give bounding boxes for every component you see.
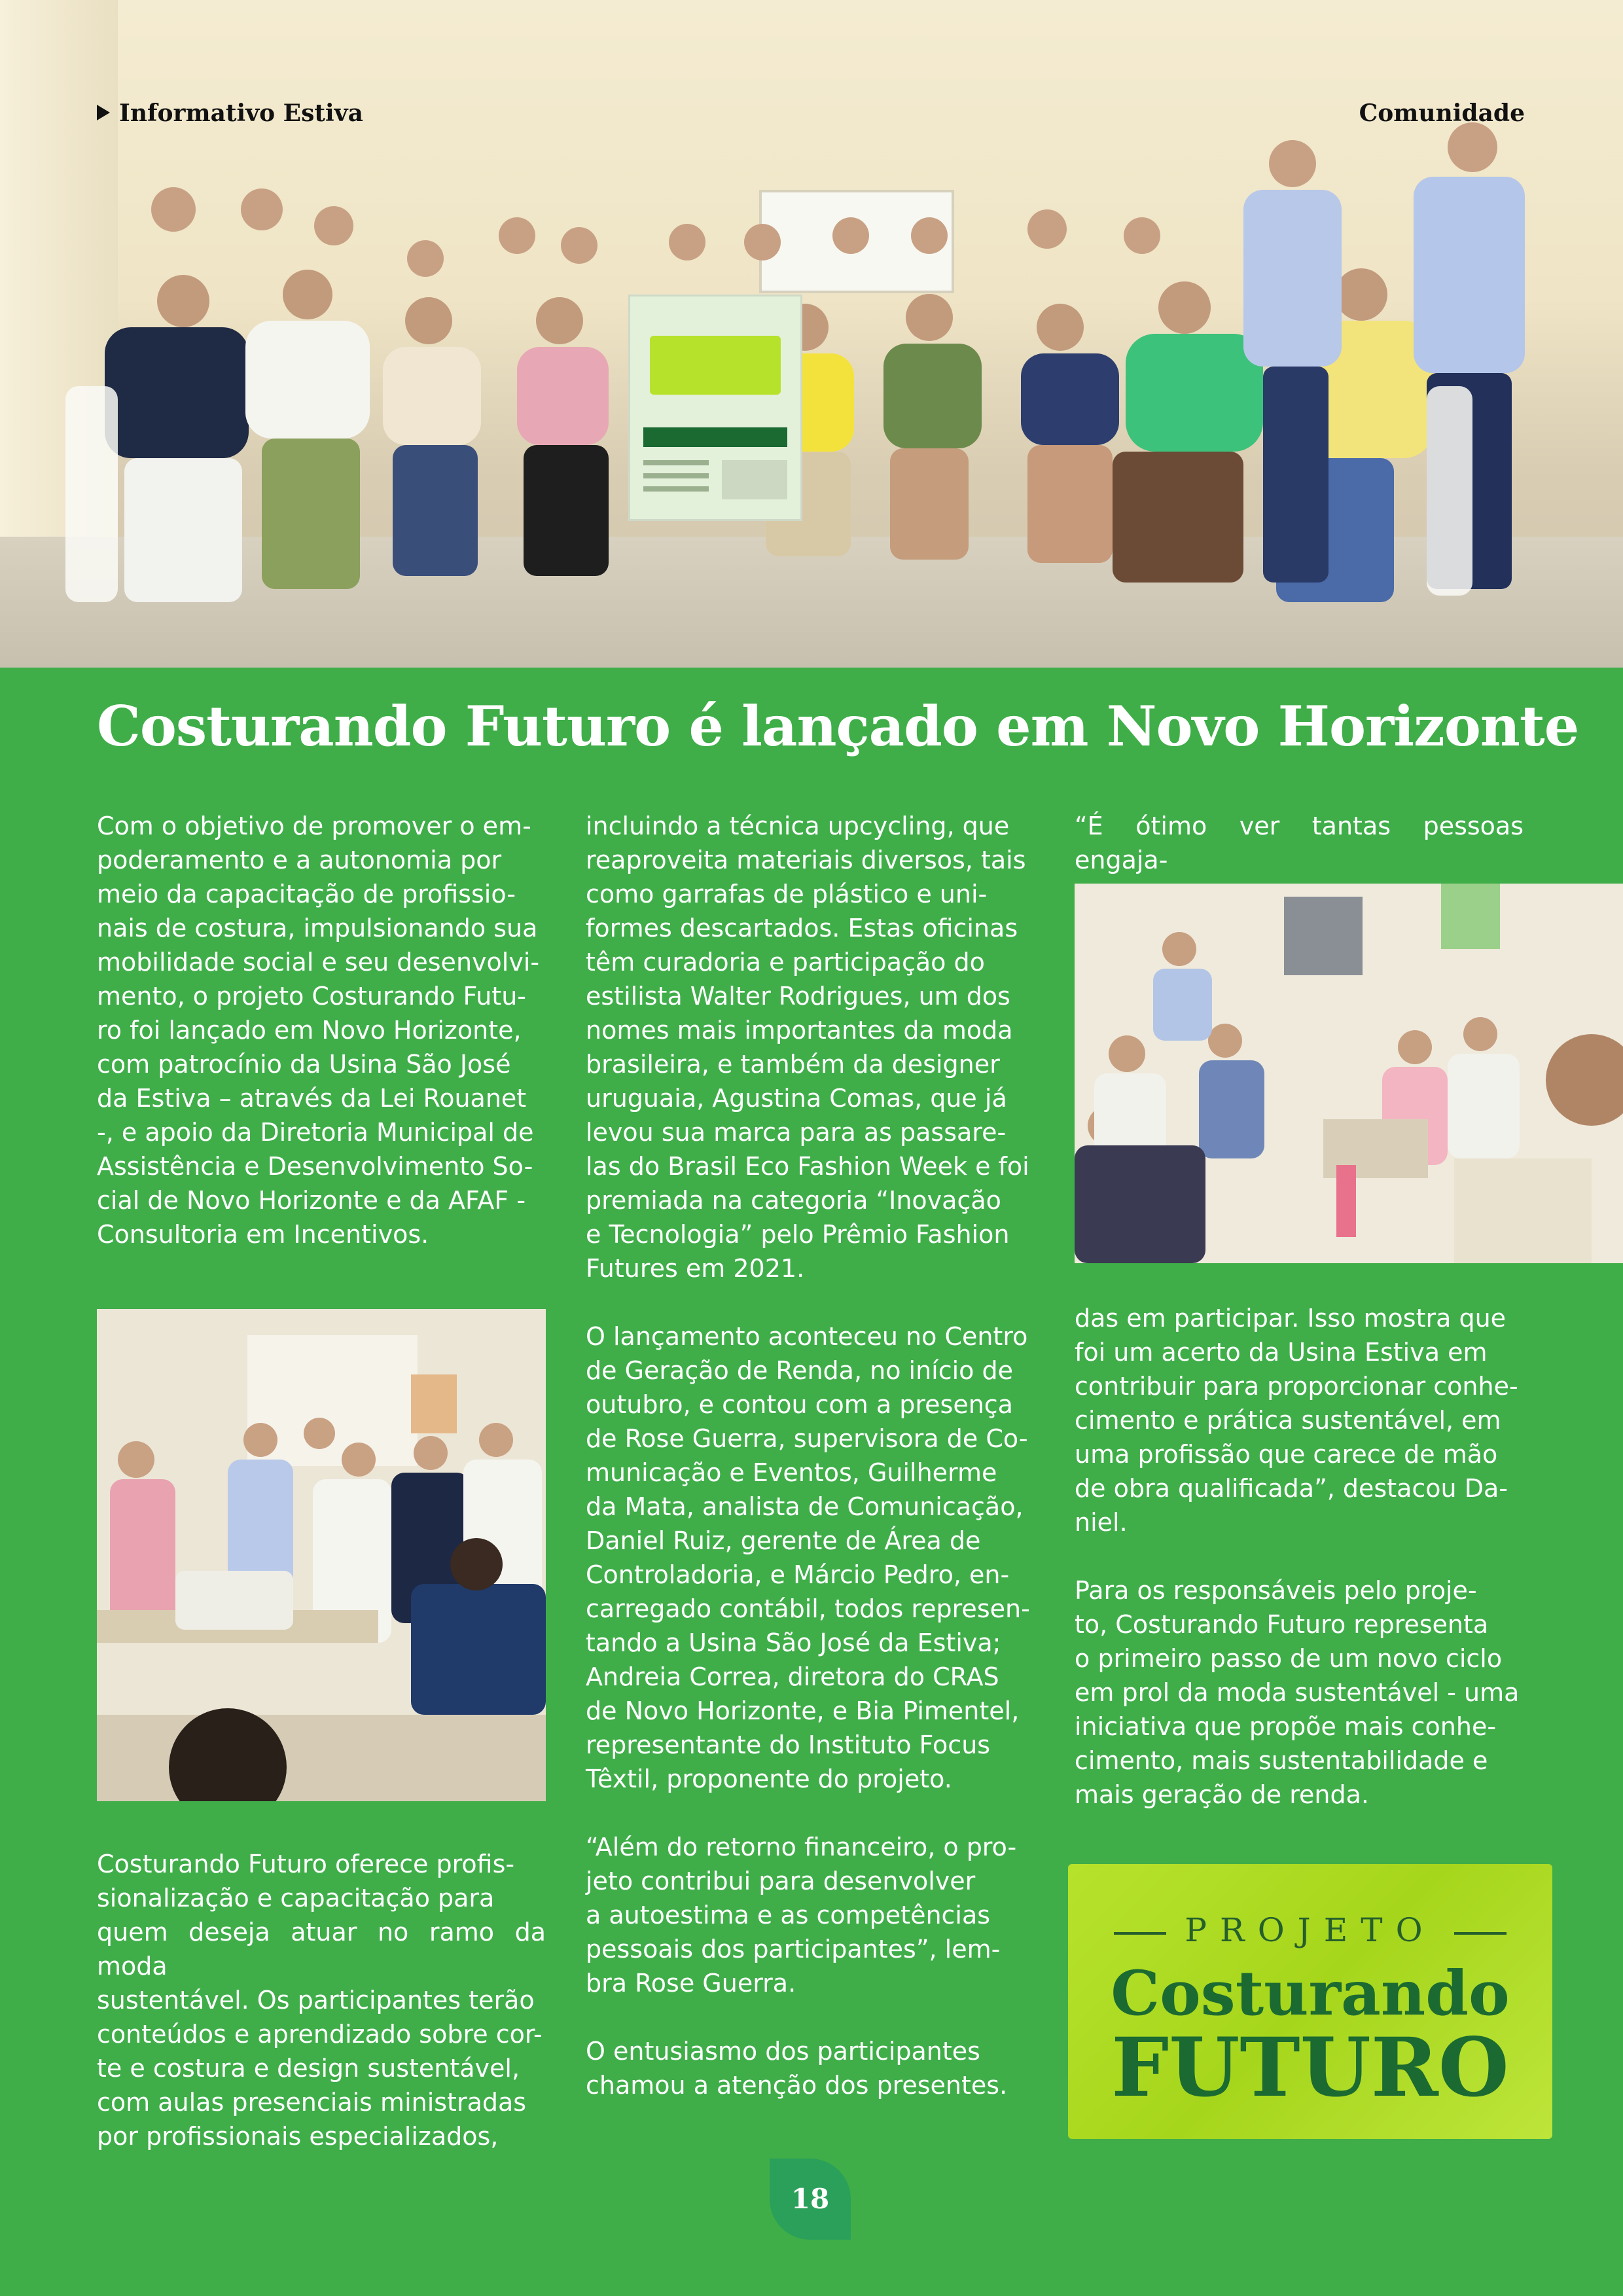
column-2 — [586, 809, 1035, 2102]
page-number: 18 — [770, 2159, 851, 2240]
paragraph: O entusiasmo dos participantes chamou a atenção dos presentes. — [586, 2037, 1008, 2100]
paragraph: Com o objetivo de promover o em- poderamento e a autonomia por meio da capacitação de profissio- nais de costura, impulsionando sua mobilidade social e seu desenvolvi- mento, o projeto Costurando Futu- ro foi lançado em Novo Horizonte, com patrocínio da Usina São José da Estiva – através da Lei Rouanet -, e apoio da Diretoria Municipal de Assistência e Desenvolvimento So- cial de Novo Horizonte e da AFAF - Consultoria em Incentivos. — [97, 812, 540, 1249]
column-3-bottom — [1075, 1301, 1524, 1812]
column-1-bottom — [97, 1847, 546, 2153]
project-logo — [1068, 1864, 1552, 2139]
column-3-top — [1075, 809, 1524, 877]
paragraph: O lançamento aconteceu no Centro de Geração de Renda, no início de outubro, e contou com a presença de Rose Guerra, supervisora de Co- municação e Eventos, Guilherme da Mata, analista de Comunicação, Daniel Ruiz, gerente de Área de Controladoria, e Márcio Pedro, en- carregado contábil, todos represen- tando a Usina São José da Estiva; Andreia Correa, diretora do CRAS de Novo Horizonte, e Bia Pimentel, representante do Instituto Focus Têxtil, proponente do projeto. — [586, 1322, 1030, 1793]
photo-graphic — [97, 1309, 546, 1801]
paragraph: Para os responsáveis pelo proje- to, Costurando Futuro representa o primeiro passo de um novo ciclo em prol da moda sustentável - uma iniciativa que propõe mais conhe- cimento, mais sustentabilidade e mais geração de renda. — [1075, 1576, 1520, 1809]
triangle-icon — [97, 105, 110, 120]
paragraph: Costurando Futuro oferece profis- sionalização e capacitação para quem deseja atuar no ramo da moda sustentável. Os participantes terão conteúdos e aprendizado sobre cor- te e costura e design sustentável, com aulas presenciais ministradas por profissionais especializados, — [97, 1850, 546, 2151]
running-header-left — [97, 99, 363, 127]
project-banner — [628, 295, 802, 521]
logo-title: Costurando — [1111, 1958, 1510, 2030]
paragraph: das em participar. Isso mostra que foi um acerto da Usina Estiva em contribuir para proporcionar conhe- cimento e prática sustentável, em uma profissão que carece de mão de obra qualificada”, destacou Da- niel. — [1075, 1304, 1518, 1537]
paragraph: “É ótimo ver tantas pessoas engaja- — [1075, 812, 1524, 874]
banner-graphic — [630, 296, 800, 519]
column-1-top — [97, 809, 546, 1251]
logo-pretitle: PROJETO — [1185, 1911, 1436, 1949]
photo-graphic — [1075, 884, 1623, 1263]
photo-sewing-class — [97, 1309, 546, 1801]
article-title: Costurando Futuro é lançado em Novo Horizonte — [97, 694, 1579, 759]
logo-subtitle: FUTURO — [1111, 2020, 1509, 2115]
paragraph: incluindo a técnica upcycling, que reaproveita materiais diversos, tais como garrafas de plástico e uni- formes descartados. Estas oficinas têm curadoria e participação do estilista Walter Rodrigues, um dos nomes mais importantes da moda brasileira, e também da designer uruguaia, Agustina Comas, que já levou sua marca para as passare- las do Brasil Eco Fashion Week e foi premiada na categoria “Inovação e Tecnologia” pelo Prêmio Fashion Futures em 2021. — [586, 812, 1029, 1283]
paragraph: “Além do retorno financeiro, o pro- jeto contribui para desenvolver a autoestima e as competências pessoais dos participantes”, lem- bra Rose Guerra. — [586, 1833, 1017, 1998]
photo-workshop — [1075, 884, 1623, 1263]
running-header-right: Comunidade — [1359, 99, 1525, 127]
section-name: Informativo Estiva — [119, 99, 363, 127]
